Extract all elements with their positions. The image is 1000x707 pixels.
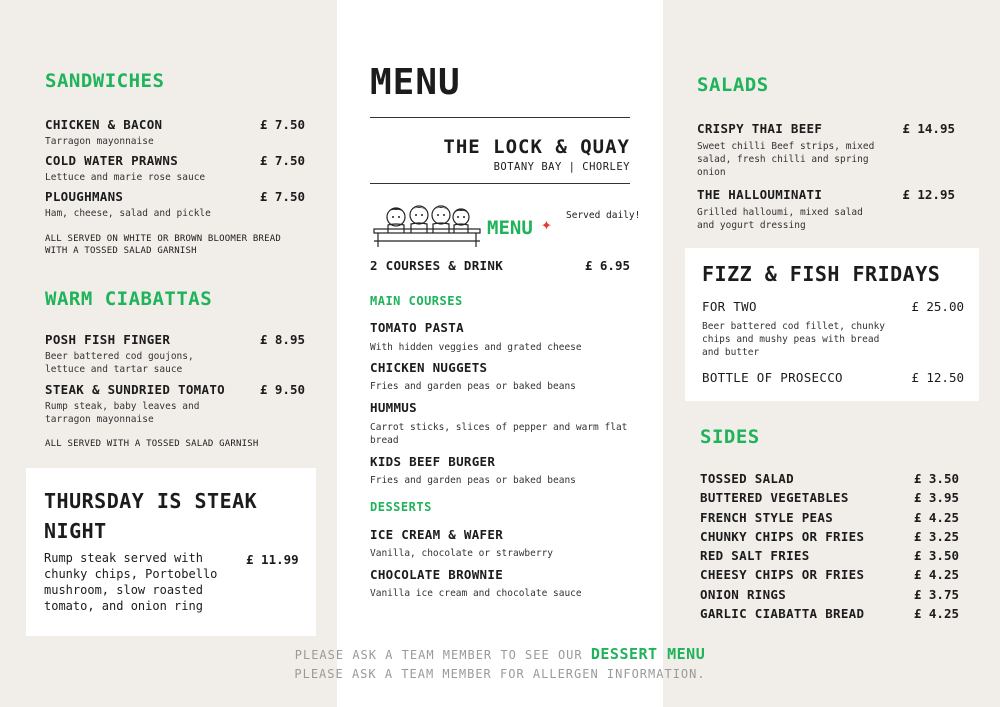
ciabattas-list [45, 332, 305, 432]
list-item: CHOCOLATE BROWNIE Vanilla ice cream and chocolate sauce [370, 567, 582, 599]
venue-name: THE LOCK & QUAY [443, 136, 630, 158]
footer-line1-prefix: PLEASE ASK A TEAM MEMBER TO SEE OUR [294, 648, 583, 662]
salads-list [697, 121, 955, 237]
salads-title: SALADS [697, 74, 769, 96]
steak-night-box [26, 468, 316, 636]
fizz-for-two-desc: Beer battered cod fillet, chunky chips and mushy peas with bread and butter [702, 321, 886, 358]
deal-price: £ 6.95 [584, 258, 630, 273]
list-item: RED SALT FRIES £ 3.50 [700, 548, 959, 564]
ciabattas-note: ALL SERVED WITH A TOSSED SALAD GARNISH [45, 439, 259, 449]
sandwiches-note: ALL SERVED ON WHITE OR BROWN BLOOMER BREAD WITH A TOSSED SALAD GARNISH [45, 234, 281, 256]
footer-allergen-line: PLEASE ASK A TEAM MEMBER FOR ALLERGEN INFORMATION. [294, 667, 706, 681]
sandwiches-list [45, 117, 305, 225]
desserts-list [370, 527, 632, 607]
kids-illustration [372, 203, 482, 249]
list-item: ICE CREAM & WAFER Vanilla, chocolate or strawberry [370, 527, 554, 559]
steak-night-title: THURSDAY IS STEAK NIGHT [44, 489, 258, 543]
venue-location: BOTANY BAY | CHORLEY [493, 161, 630, 173]
kids-menu-label: MENU [487, 217, 533, 239]
list-item: TOSSED SALAD £ 3.50 [700, 471, 959, 486]
desserts-title: DESSERTS [370, 500, 432, 514]
dessert-menu-link[interactable]: DESSERT MENU [590, 645, 706, 663]
divider [370, 117, 630, 118]
footer-dessert-line [0, 645, 1000, 663]
list-item: CHICKEN NUGGETS Fries and garden peas or baked beans [370, 360, 576, 392]
main-courses-list [370, 320, 632, 494]
warm-ciabattas-title: WARM CIABATTAS [45, 288, 213, 310]
served-daily: Served daily! [566, 210, 641, 221]
fizz-fish-box [685, 248, 979, 401]
list-item: COLD WATER PRAWNS £ 7.50 Lettuce and marie rose sauce [45, 153, 305, 183]
list-item: TOMATO PASTA With hidden veggies and grated cheese [370, 320, 582, 353]
list-item: ONION RINGS £ 3.75 [700, 586, 959, 602]
list-item: CHUNKY CHIPS OR FRIES £ 3.25 [700, 528, 959, 544]
list-item: CHICKEN & BACON £ 7.50 Tarragon mayonnaise [45, 117, 305, 147]
fizz-title: FIZZ & FISH FRIDAYS [702, 262, 941, 286]
list-item: KIDS BEEF BURGER Fries and garden peas or baked beans [370, 454, 576, 486]
list-item: CHEESY CHIPS OR FRIES £ 4.25 [700, 567, 959, 583]
sides-title: SIDES [700, 426, 760, 448]
list-item: HUMMUS Carrot sticks, slices of pepper and warm flat bread [370, 400, 628, 446]
list-item: THE HALLOUMINATI £ 12.95 Grilled halloumi, mixed salad and yogurt dressing [697, 187, 955, 231]
list-item: CRISPY THAI BEEF £ 14.95 Sweet chilli Beef strips, mixed salad, fresh chilli and spring onion [697, 121, 955, 178]
sparkle-icon: ✦ [541, 214, 552, 235]
list-item: FRENCH STYLE PEAS £ 4.25 [700, 509, 959, 525]
steak-night-price: £ 11.99 [246, 552, 299, 567]
steak-night-desc: Rump steak served with chunky chips, Portobello mushroom, slow roasted tomato, and onion ring [44, 551, 218, 613]
fizz-for-two-row: FOR TWO £ 25.00 [702, 299, 964, 314]
fizz-prosecco-row: BOTTLE OF PROSECCO £ 12.50 [702, 370, 964, 385]
menu-title: MENU [370, 62, 461, 103]
divider [370, 183, 630, 184]
list-item: BUTTERED VEGETABLES £ 3.95 [700, 490, 959, 506]
list-item: PLOUGHMANS £ 7.50 Ham, cheese, salad and pickle [45, 189, 305, 219]
list-item: GARLIC CIABATTA BREAD £ 4.25 [700, 606, 959, 622]
main-courses-title: MAIN COURSES [370, 294, 463, 308]
list-item: STEAK & SUNDRIED TOMATO £ 9.50 Rump steak, baby leaves and tarragon mayonnaise [45, 382, 305, 425]
sides-list [700, 471, 959, 625]
deal-row [370, 258, 630, 273]
sandwiches-title: SANDWICHES [45, 70, 165, 92]
deal-name: 2 COURSES & DRINK [370, 258, 504, 273]
list-item: POSH FISH FINGER £ 8.95 Beer battered cod goujons, lettuce and tartar sauce [45, 332, 305, 375]
